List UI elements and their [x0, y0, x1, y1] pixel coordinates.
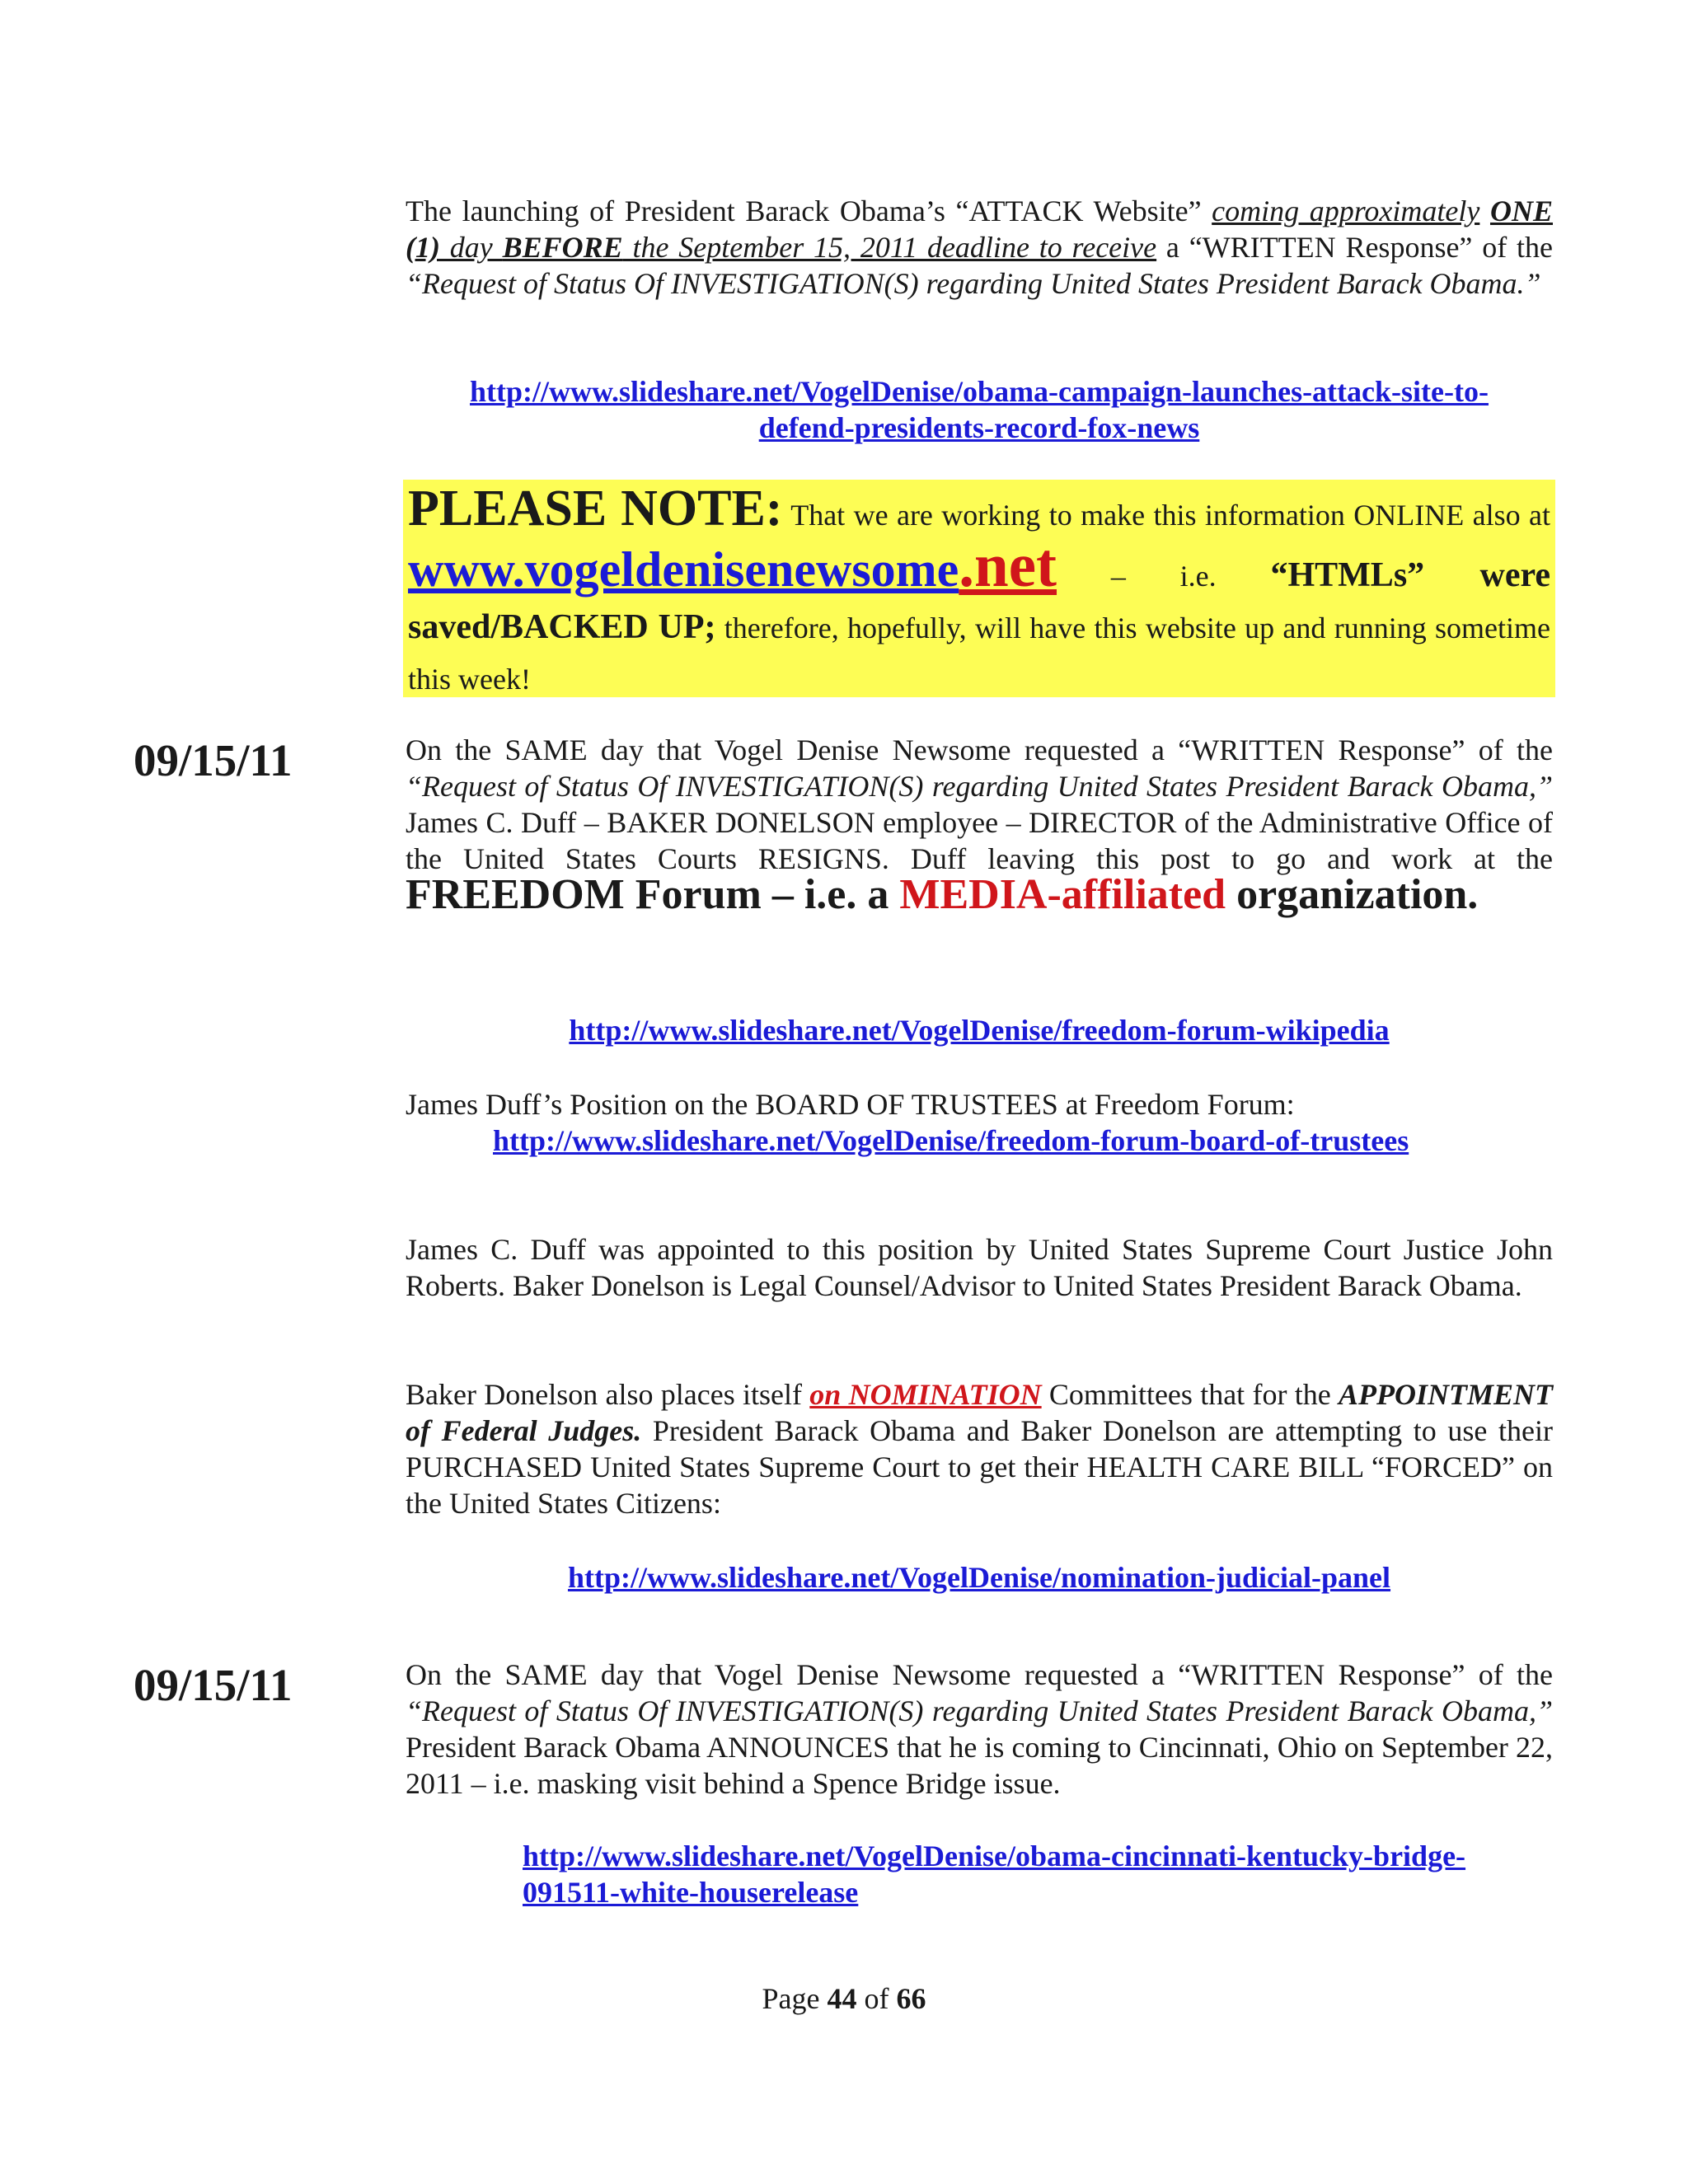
link-cincinnati-bridge[interactable]: http://www.slideshare.net/VogelDenise/obama-cincinnati-kentucky-bridge- — [523, 1840, 1466, 1872]
request-title: “Request of Status Of INVESTIGATION(S) regarding United States President Barack Obama,” — [406, 770, 1553, 803]
text-run: That we are working to make this information ONLINE also at — [782, 499, 1550, 532]
text-run: President Barack Obama and Baker Donelson are attempting to use their PURCHASED United States Supreme Court to get their HEALTH CARE BILL “FORCED” on the United States Citizens: — [406, 1414, 1553, 1520]
text-run: Committees that for the — [1041, 1378, 1339, 1411]
page-footer — [0, 1981, 1688, 2016]
request-title: “Request of Status Of INVESTIGATION(S) regarding United States President Barack Obama.” — [406, 267, 1541, 300]
trustees-text: James Duff’s Position on the BOARD OF TRUSTEES at Freedom Forum: — [406, 1088, 1295, 1121]
nomination-emphasis: on NOMINATION — [809, 1378, 1042, 1411]
text-run-emphasis: the September 15, 2011 deadline to receive — [622, 231, 1157, 264]
text-run-emphasis: coming approximately — [1212, 194, 1480, 227]
freedom-forum-text: FREEDOM Forum – i.e. a — [406, 871, 900, 918]
entry-date-1: 09/15/11 — [134, 735, 293, 785]
text-run: James C. Duff – BAKER DONELSON employee – DIRECTOR of the Administrative Office of the United States Courts RESIGNS. Duff leaving this post to go and work at the — [406, 806, 1553, 875]
link-block-attack-site — [406, 373, 1553, 446]
link-block-nomination — [406, 1559, 1553, 1596]
link-attack-site[interactable]: http://www.slideshare.net/VogelDenise/obama-campaign-launches-attack-site-to- — [470, 375, 1489, 408]
text-run: – i.e. — [1057, 560, 1271, 593]
website-link[interactable]: www.vogeldenisenewsome — [408, 542, 959, 597]
organization-text: organization. — [1226, 871, 1479, 918]
text-run: Baker Donelson also places itself — [406, 1378, 810, 1411]
text-run: therefore, hopefully, will have this website up and running sometime this week! — [408, 612, 1550, 696]
text-run: The launching of President Barack Obama’s “ATTACK Website” — [406, 194, 1212, 227]
text-run-emphasis: ONE (1) — [406, 194, 1553, 264]
footer-text: Page — [762, 1982, 828, 2015]
page-number-current: 44 — [827, 1982, 857, 2015]
page-number-total: 66 — [896, 1982, 926, 2015]
trustees-paragraph — [406, 1086, 1553, 1159]
link-attack-site-cont[interactable]: defend-presidents-record-fox-news — [758, 411, 1200, 444]
entry-date-2: 09/15/11 — [134, 1660, 293, 1710]
appointment-emphasis: APPOINTMENT of Federal Judges. — [406, 1378, 1553, 1447]
entry-1-paragraph — [406, 732, 1553, 916]
entry-2-paragraph — [406, 1657, 1553, 1802]
footer-text: of — [856, 1982, 897, 2015]
text-run-emphasis: BEFORE — [502, 231, 623, 264]
text-run: On the SAME day that Vogel Denise Newsome requested a “WRITTEN Response” of the — [406, 733, 1553, 766]
please-note-highlight — [403, 480, 1555, 697]
htmls-saved-text: “HTMLs” were saved/BACKED UP; — [408, 556, 1550, 646]
text-run-emphasis: day — [439, 231, 503, 264]
link-nomination-judicial-panel[interactable]: http://www.slideshare.net/VogelDenise/nomination-judicial-panel — [567, 1561, 1391, 1594]
request-title: “Request of Status Of INVESTIGATION(S) regarding United States President Barack Obama,” — [406, 1694, 1553, 1727]
link-block-cincinnati — [406, 1838, 1553, 1910]
media-affiliated-text: MEDIA-affiliated — [899, 871, 1226, 918]
text-run: President Barack Obama ANNOUNCES that he is coming to Cincinnati, Ohio on September 22, 2011 – i.e. masking visit behind a Spence Bridge issue. — [406, 1731, 1553, 1800]
nomination-paragraph — [406, 1376, 1553, 1521]
website-link-tld[interactable]: .net — [959, 532, 1057, 600]
please-note-heading: PLEASE NOTE: — [408, 480, 783, 537]
link-block-freedom-forum — [406, 1012, 1553, 1048]
text-run: On the SAME day that Vogel Denise Newsome requested a “WRITTEN Response” of the — [406, 1658, 1553, 1691]
roberts-paragraph: James C. Duff was appointed to this position by United States Supreme Court Justice John Roberts. Baker Donelson is Legal Counsel/Advisor to United States President Barack Obama. — [406, 1233, 1553, 1302]
link-board-of-trustees[interactable]: http://www.slideshare.net/VogelDenise/freedom-forum-board-of-trustees — [493, 1124, 1409, 1157]
link-cincinnati-bridge-cont[interactable]: 091511-white-houserelease — [523, 1876, 859, 1909]
please-note-text — [408, 480, 1550, 705]
link-freedom-forum-wikipedia[interactable]: http://www.slideshare.net/VogelDenise/freedom-forum-wikipedia — [569, 1014, 1390, 1047]
attack-website-paragraph — [406, 193, 1553, 302]
text-run: a “WRITTEN Response” of the — [1156, 231, 1553, 264]
